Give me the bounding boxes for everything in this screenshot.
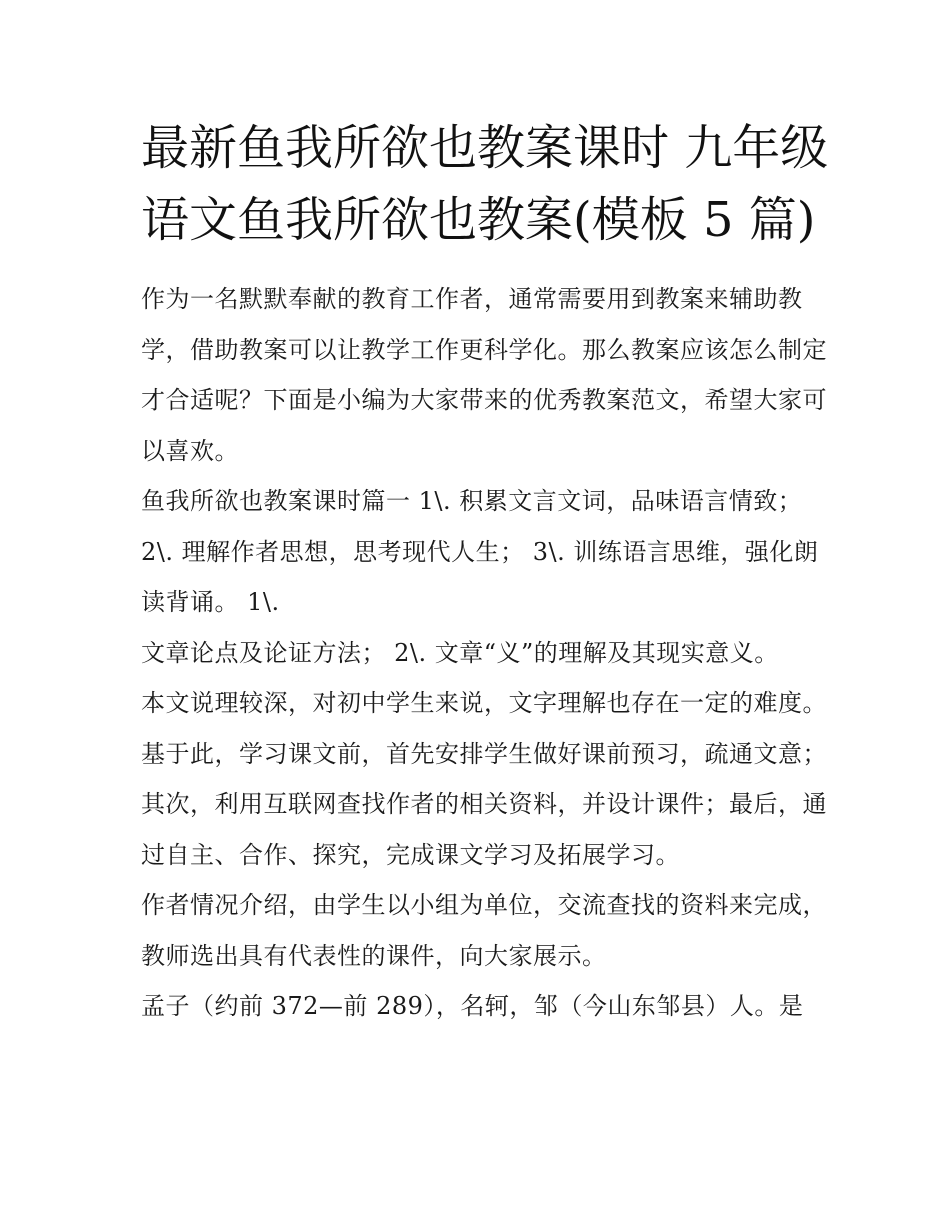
paragraph-intro: 作为一名默默奉献的教育工作者，通常需要用到教案来辅助教学，借助教案可以让教学工作更科学化。那么教案应该怎么制定才合适呢？下面是小编为大家带来的优秀教案范文，希望大家可以喜欢。 (141, 285, 827, 465)
paragraph-key-points: 文章论点及论证方法； 2\. 文章“义”的理解及其现实意义。 (141, 638, 779, 667)
document-title: 最新鱼我所欲也教案课时 九年级语文鱼我所欲也教案(模板 5 篇) (141, 120, 829, 248)
paragraph-analysis: 本文说理较深，对初中学生来说，文字理解也存在一定的难度。基于此，学习课文前，首先安排学生做好课前预习，疏通文意；其次，利用互联网查找作者的相关资料，并设计课件；最后，通过自主、合作、探究，完成课文学习及拓展学习。 (141, 689, 827, 869)
document-body (141, 112, 831, 1032)
paragraph-mencius: 孟子（约前 372—前 289），名轲，邹（今山东邹县）人。是 (141, 992, 804, 1020)
paragraph-author-intro: 作者情况介绍，由学生以小组为单位，交流查找的资料来完成，教师选出具有代表性的课件，向大家展示。 (141, 891, 827, 970)
paragraph-objectives: 鱼我所欲也教案课时篇一 1\. 积累文言文词，品味语言情致； 2\. 理解作者思想，思考现代人生； 3\. 训练语言思维，强化朗读背诵。 1\. (141, 487, 819, 616)
